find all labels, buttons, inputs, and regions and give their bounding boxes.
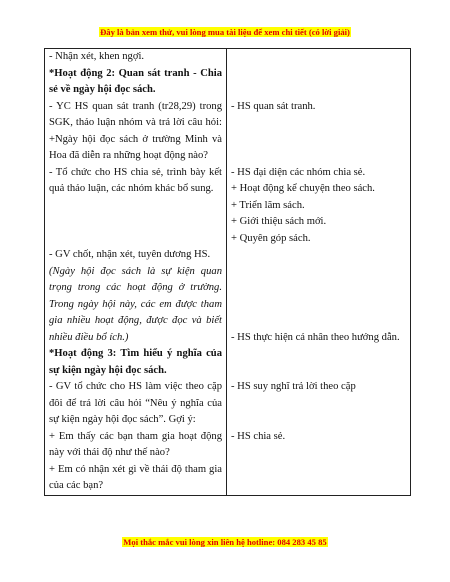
hotline-banner — [0, 537, 450, 547]
text-line: + Triển lãm sách. — [231, 199, 305, 211]
text-line: +Ngày hội đọc sách ở trường Minh và — [49, 133, 222, 145]
student-activities-cell — [227, 49, 411, 496]
text-line: + Quyên góp sách. — [231, 232, 311, 244]
text-line: - HS chia sẻ. — [231, 430, 286, 442]
teacher-activities-cell — [45, 49, 227, 496]
text-line: - HS đại diện các nhóm chia sẻ. — [231, 166, 366, 178]
text-line: - HS quan sát tranh. — [231, 100, 316, 112]
text-line: + Em có nhận xét gì về thái độ tham gia — [49, 463, 222, 475]
activity-3-heading-cont: sự kiện ngày hội đọc sách. — [49, 364, 167, 376]
hotline-text: Mọi thắc mắc vui lòng xin liên hệ hotline: 084 283 45 85 — [123, 537, 327, 547]
preview-notice-banner — [0, 27, 450, 37]
text-line: Hoa đã diễn ra những hoạt động nào? — [49, 150, 209, 161]
text-line: của các bạn? — [49, 480, 104, 491]
text-line: + Hoạt động kể chuyện theo sách. — [231, 183, 375, 194]
text-line: quả thảo luận, các nhóm khác bổ sung. — [49, 183, 214, 194]
activity-3-heading: *Hoạt động 3: Tìm hiểu ý nghĩa của — [49, 348, 222, 359]
text-line: - HS thực hiện cá nhân theo hướng dẫn. — [231, 331, 400, 343]
italic-note-line: nhiều điều bổ ích.) — [49, 331, 129, 343]
italic-note-line: gia nhiều hoạt động, được đọc và biết — [49, 315, 222, 326]
text-line: này với thái độ như thế nào? — [49, 447, 170, 458]
italic-note-line: trọng trong các hoạt động ở trường. — [49, 282, 222, 293]
italic-note-line: Trong ngày hội này, các em được tham — [49, 298, 222, 310]
table-row — [45, 49, 411, 496]
italic-note-line: (Ngày hội đọc sách là sự kiện quan — [49, 265, 222, 277]
text-line: - HS suy nghĩ trả lời theo cặp — [231, 381, 356, 392]
text-line: + Em thấy các bạn tham gia hoạt động — [49, 430, 222, 442]
text-line: - Tổ chức cho HS chia sẻ, trình bày kết — [49, 166, 222, 178]
activity-2-heading-cont: sẻ về ngày hội đọc sách. — [49, 84, 156, 95]
text-line: - GV tổ chức cho HS làm việc theo cặp — [49, 381, 222, 392]
text-line: - YC HS quan sát tranh (tr28,29) trong — [49, 100, 222, 112]
activity-2-heading: *Hoạt động 2: Quan sát tranh - Chia — [49, 67, 222, 79]
lesson-plan-table — [44, 48, 411, 496]
text-line: + Giới thiệu sách mới. — [231, 216, 327, 227]
text-line: - GV chốt, nhận xét, tuyên dương HS. — [49, 249, 211, 260]
text-line: SGK, thảo luận nhóm và trả lời câu hỏi: — [49, 117, 222, 128]
text-line: sự kiện ngày hội đọc sách”. Gợi ý: — [49, 414, 196, 425]
text-line: - Nhận xét, khen ngợi. — [49, 51, 145, 62]
preview-notice-text: Đây là bản xem thử, vui lòng mua tài liệu để xem chi tiết (có lời giải) — [100, 27, 350, 37]
text-line: đôi để trả lời câu hỏi “Nêu ý nghĩa của — [49, 397, 222, 409]
